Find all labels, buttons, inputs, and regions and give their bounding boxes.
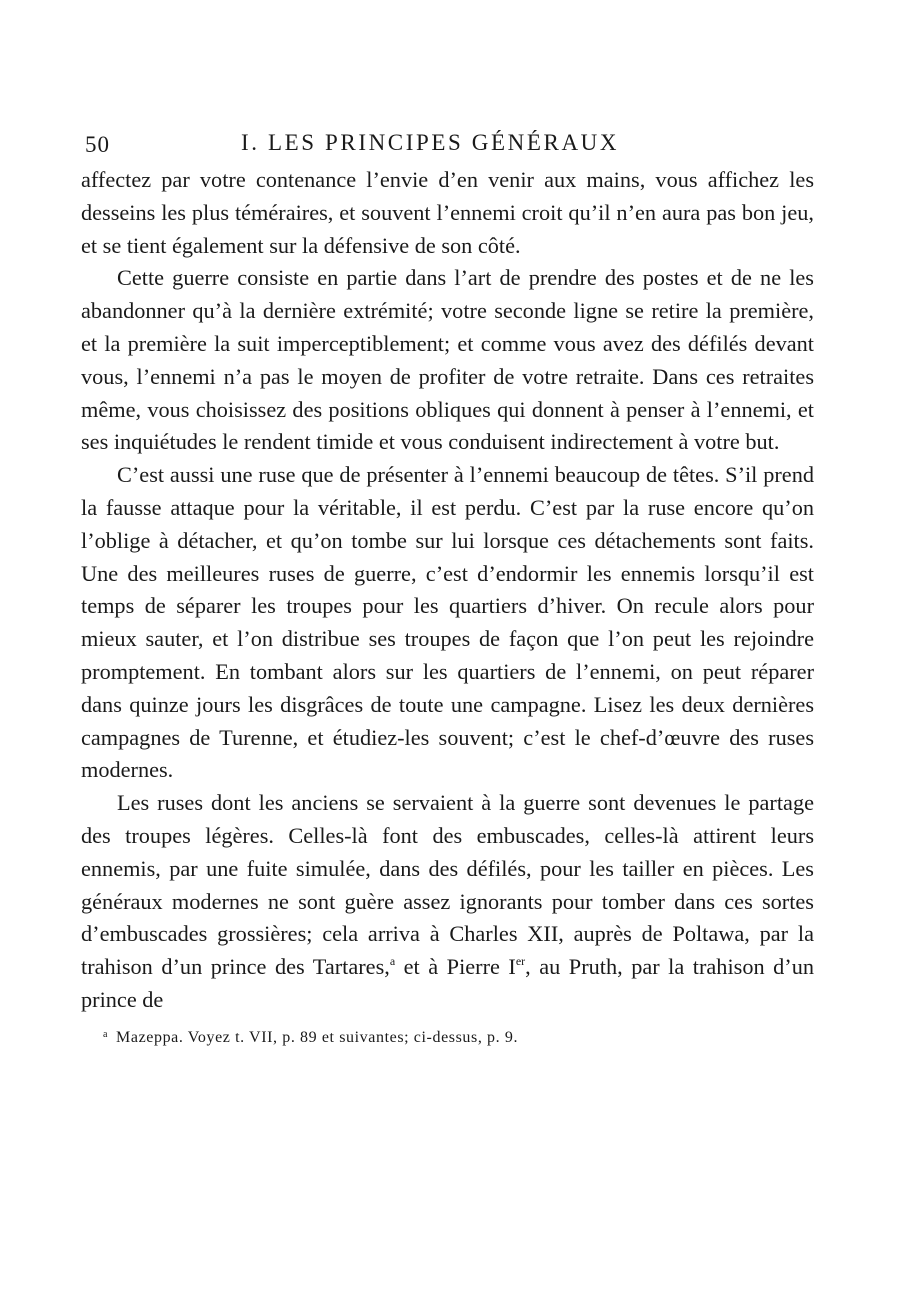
- paragraph-text: et à Pierre I: [395, 954, 516, 980]
- page-header: [81, 128, 814, 164]
- footnote-reference[interactable]: a: [389, 954, 396, 969]
- running-title: I. LES PRINCIPES GÉNÉRAUX: [241, 130, 620, 155]
- footnote-text: Mazeppa. Voyez t. VII, p. 89 et suivantes; ci-dessus, p. 9.: [116, 1028, 519, 1046]
- superscript-er: er: [515, 954, 526, 969]
- paragraph-continued: affectez par votre contenance l’envie d’en venir aux mains, vous affichez les desseins les plus téméraires, et souvent l’ennemi croit qu’il n’en aura pas bon jeu, et se tient également sur la défensive de son côté.: [81, 167, 814, 258]
- paragraph: C’est aussi une ruse que de présenter à l’ennemi beaucoup de têtes. S’il prend la fausse attaque pour la véritable, il est perdu. C’est par la ruse encore qu’on l’oblige à détacher, et qu’on tombe sur lui lorsque ces détachements sont faits. Une des meilleures ruses de guerre, c’est d’endormir les ennemis lorsqu’il est temps de séparer les troupes pour les quartiers d’hiver. On recule alors pour mieux sauter, et l’on distribue ses troupes de façon que l’on peut les rejoindre promptement. En tombant alors sur les quartiers de l’ennemi, on peut réparer dans quinze jours les disgrâces de toute une campagne. Lisez les deux dernières campagnes de Turenne, et étudiez-les souvent; c’est le chef-d’œuvre des ruses modernes.: [81, 462, 814, 783]
- paragraph-text: , au Pruth, par la trahison d’un prince de: [81, 954, 814, 1012]
- paragraph: Cette guerre consiste en partie dans l’art de prendre des postes et de ne les abandonner qu’à la dernière extrémité; votre seconde ligne se retire la première, et la première la suit imperceptiblement; et comme vous avez des défilés devant vous, l’ennemi n’a pas le moyen de profiter de votre retraite. Dans ces retraites même, vous choisissez des positions obliques qui donnent à penser à l’ennemi, et ses inquiétudes le rendent timide et vous conduisent indirectement à votre but.: [81, 265, 814, 455]
- footnote-marker: a: [103, 1028, 109, 1040]
- footnote: [103, 1029, 814, 1047]
- book-page: [81, 128, 814, 1047]
- paragraph-text: Les ruses dont les anciens se servaient à la guerre sont devenues le partage des troupes légères. Celles-là font des embuscades, celles-là attirent leurs ennemis, par une fuite simulée, dans des défilés, pour les tailler en pièces. Les généraux modernes ne sont guère assez ignorants pour tomber dans ces sortes d’embuscades grossières; cela arriva à Charles XII, auprès de Poltawa, par la trahison d’un prince des Tartares,: [81, 790, 814, 980]
- paragraph-with-footnote-ref: [81, 787, 814, 1017]
- body-text: [81, 164, 814, 1017]
- page-number: 50: [85, 132, 110, 157]
